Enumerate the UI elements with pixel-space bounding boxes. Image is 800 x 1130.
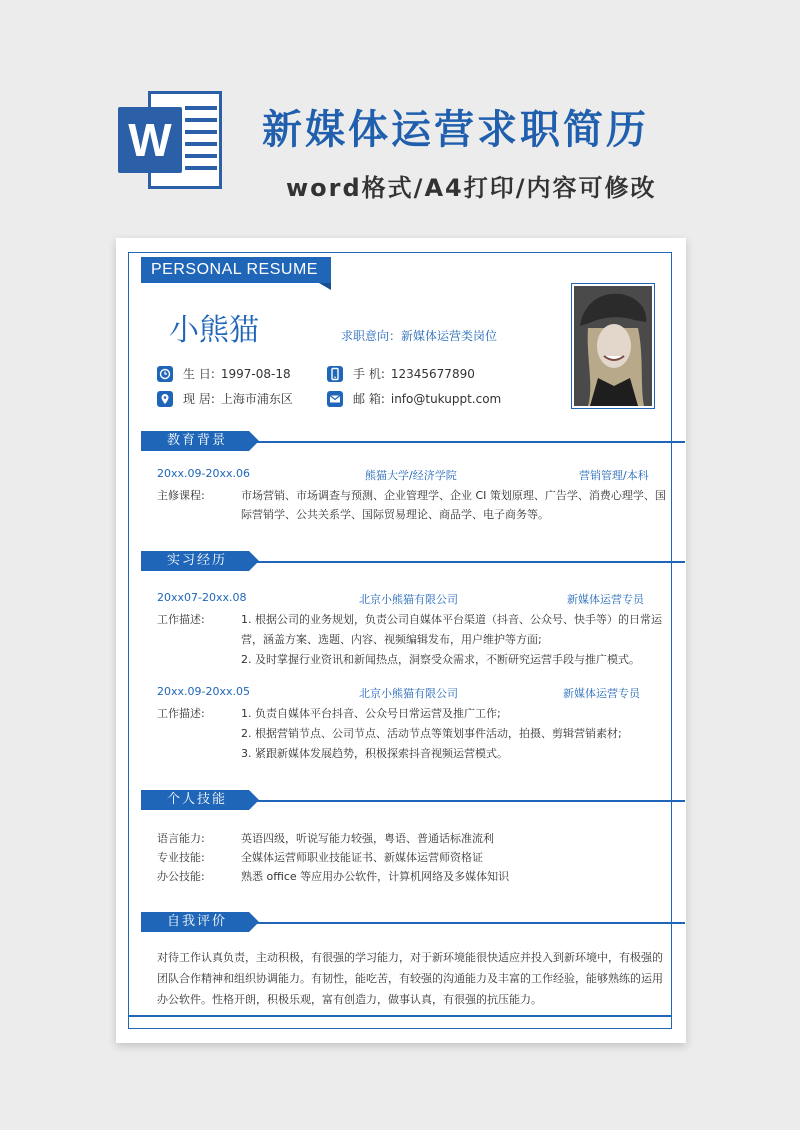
job-1-position: 新媒体运营专员 <box>567 593 644 606</box>
job-1-company: 北京小熊猫有限公司 <box>359 593 458 606</box>
self-eval-text <box>157 947 663 1010</box>
email-label: 邮 箱: <box>353 392 385 406</box>
self-eval-line-3: 办公软件。性格开朗，积极乐观，富有创造力，做事认真，有很强的抗压能力。 <box>157 993 542 1006</box>
birth-label: 生 日: <box>183 367 215 381</box>
job-2-period: 20xx.09-20xx.05 <box>157 685 250 698</box>
info-birth <box>157 365 291 382</box>
banner <box>0 0 800 230</box>
job-2-company: 北京小熊猫有限公司 <box>359 687 458 700</box>
job-2-line-2: 2. 根据营销节点、公司节点、活动节点等策划事件活动，拍摄、剪辑营销素材; <box>241 727 622 740</box>
phone-label: 手 机: <box>353 367 385 381</box>
skill-2-label: 专业技能: <box>157 851 205 864</box>
job-2-line-3: 3. 紧跟新媒体发展趋势，积极探索抖音视频运营模式。 <box>241 747 508 760</box>
job-1-line-3: 2. 及时掌握行业资讯和新闻热点，洞察受众需求，不断研究运营手段与推广模式。 <box>241 653 640 666</box>
location-icon <box>157 391 173 407</box>
section-skills-title: 个人技能 <box>141 790 249 810</box>
section-education-title: 教育背景 <box>141 431 249 451</box>
phone-icon <box>327 366 343 382</box>
info-address <box>157 390 293 407</box>
section-internship-title: 实习经历 <box>141 551 249 571</box>
calendar-icon <box>157 366 173 382</box>
education-major: 营销管理/本科 <box>579 469 649 482</box>
job-2-line-1: 1. 负责自媒体平台抖音、公众号日常运营及推广工作; <box>241 707 501 720</box>
personal-resume-tag: PERSONAL RESUME <box>141 257 331 283</box>
courses-label: 主修课程: <box>157 489 205 502</box>
address-label: 现 居: <box>183 392 215 406</box>
info-phone <box>327 365 475 382</box>
page-subtitle: word格式/A4打印/内容可修改 <box>286 174 657 202</box>
candidate-name: 小熊猫 <box>169 313 259 348</box>
email-value: info@tukuppt.com <box>390 391 502 406</box>
job-2-desc-label: 工作描述: <box>157 707 205 720</box>
mail-icon <box>327 391 343 407</box>
job-1-line-1: 1. 根据公司的业务规划，负责公司自媒体平台渠道（抖音、公众号、快手等）的日常运 <box>241 613 662 626</box>
job-1-period: 20xx07-20xx.08 <box>157 591 247 604</box>
page-title: 新媒体运营求职简历 <box>262 107 649 153</box>
resume-frame <box>128 252 672 1029</box>
resume-paper <box>116 238 686 1043</box>
job-1-line-2: 营，涵盖方案、选题、内容、视频编辑发布，用户维护等方面; <box>241 633 542 646</box>
self-eval-line-2: 团队合作精神和组织协调能力。有韧性，能吃苦，有较强的沟通能力及丰富的工作经验，能够熟练的运用 <box>157 972 663 985</box>
education-period: 20xx.09-20xx.06 <box>157 467 250 480</box>
section-self-eval-title: 自我评价 <box>141 912 249 932</box>
birth-value: 1997-08-18 <box>220 366 291 381</box>
skill-2-value: 全媒体运营师职业技能证书、新媒体运营师资格证 <box>241 851 483 864</box>
job-1-desc-label: 工作描述: <box>157 613 205 626</box>
tag-notch <box>319 283 331 290</box>
skill-3-label: 办公技能: <box>157 870 205 883</box>
self-eval-line-1: 对待工作认真负责，主动积极，有很强的学习能力，对于新环境能很快适应并投入到新环境中，有极强的 <box>157 951 663 964</box>
job-intention: 求职意向：新媒体运营类岗位 <box>341 329 498 343</box>
info-email <box>327 390 501 407</box>
courses-line-1: 市场营销、市场调查与预测、企业管理学、企业 CI 策划原理、广告学、消费心理学、国 <box>241 489 666 502</box>
word-letter: W <box>118 107 182 173</box>
address-value: 上海市浦东区 <box>220 392 293 406</box>
profile-photo <box>571 283 655 409</box>
courses-line-2: 际营销学、公共关系学、国际贸易理论、商品学、电子商务等。 <box>241 508 549 521</box>
phone-value: 12345677890 <box>390 366 475 381</box>
skill-1-value: 英语四级，听说写能力较强，粤语、普通话标准流利 <box>241 832 494 845</box>
bottom-rule <box>128 1015 672 1017</box>
skill-1-label: 语言能力: <box>157 832 205 845</box>
job-2-position: 新媒体运营专员 <box>563 687 640 700</box>
word-icon <box>118 85 226 195</box>
education-school: 熊猫大学/经济学院 <box>365 469 457 482</box>
skill-3-value: 熟悉 office 等应用办公软件，计算机网络及多媒体知识 <box>241 870 510 883</box>
